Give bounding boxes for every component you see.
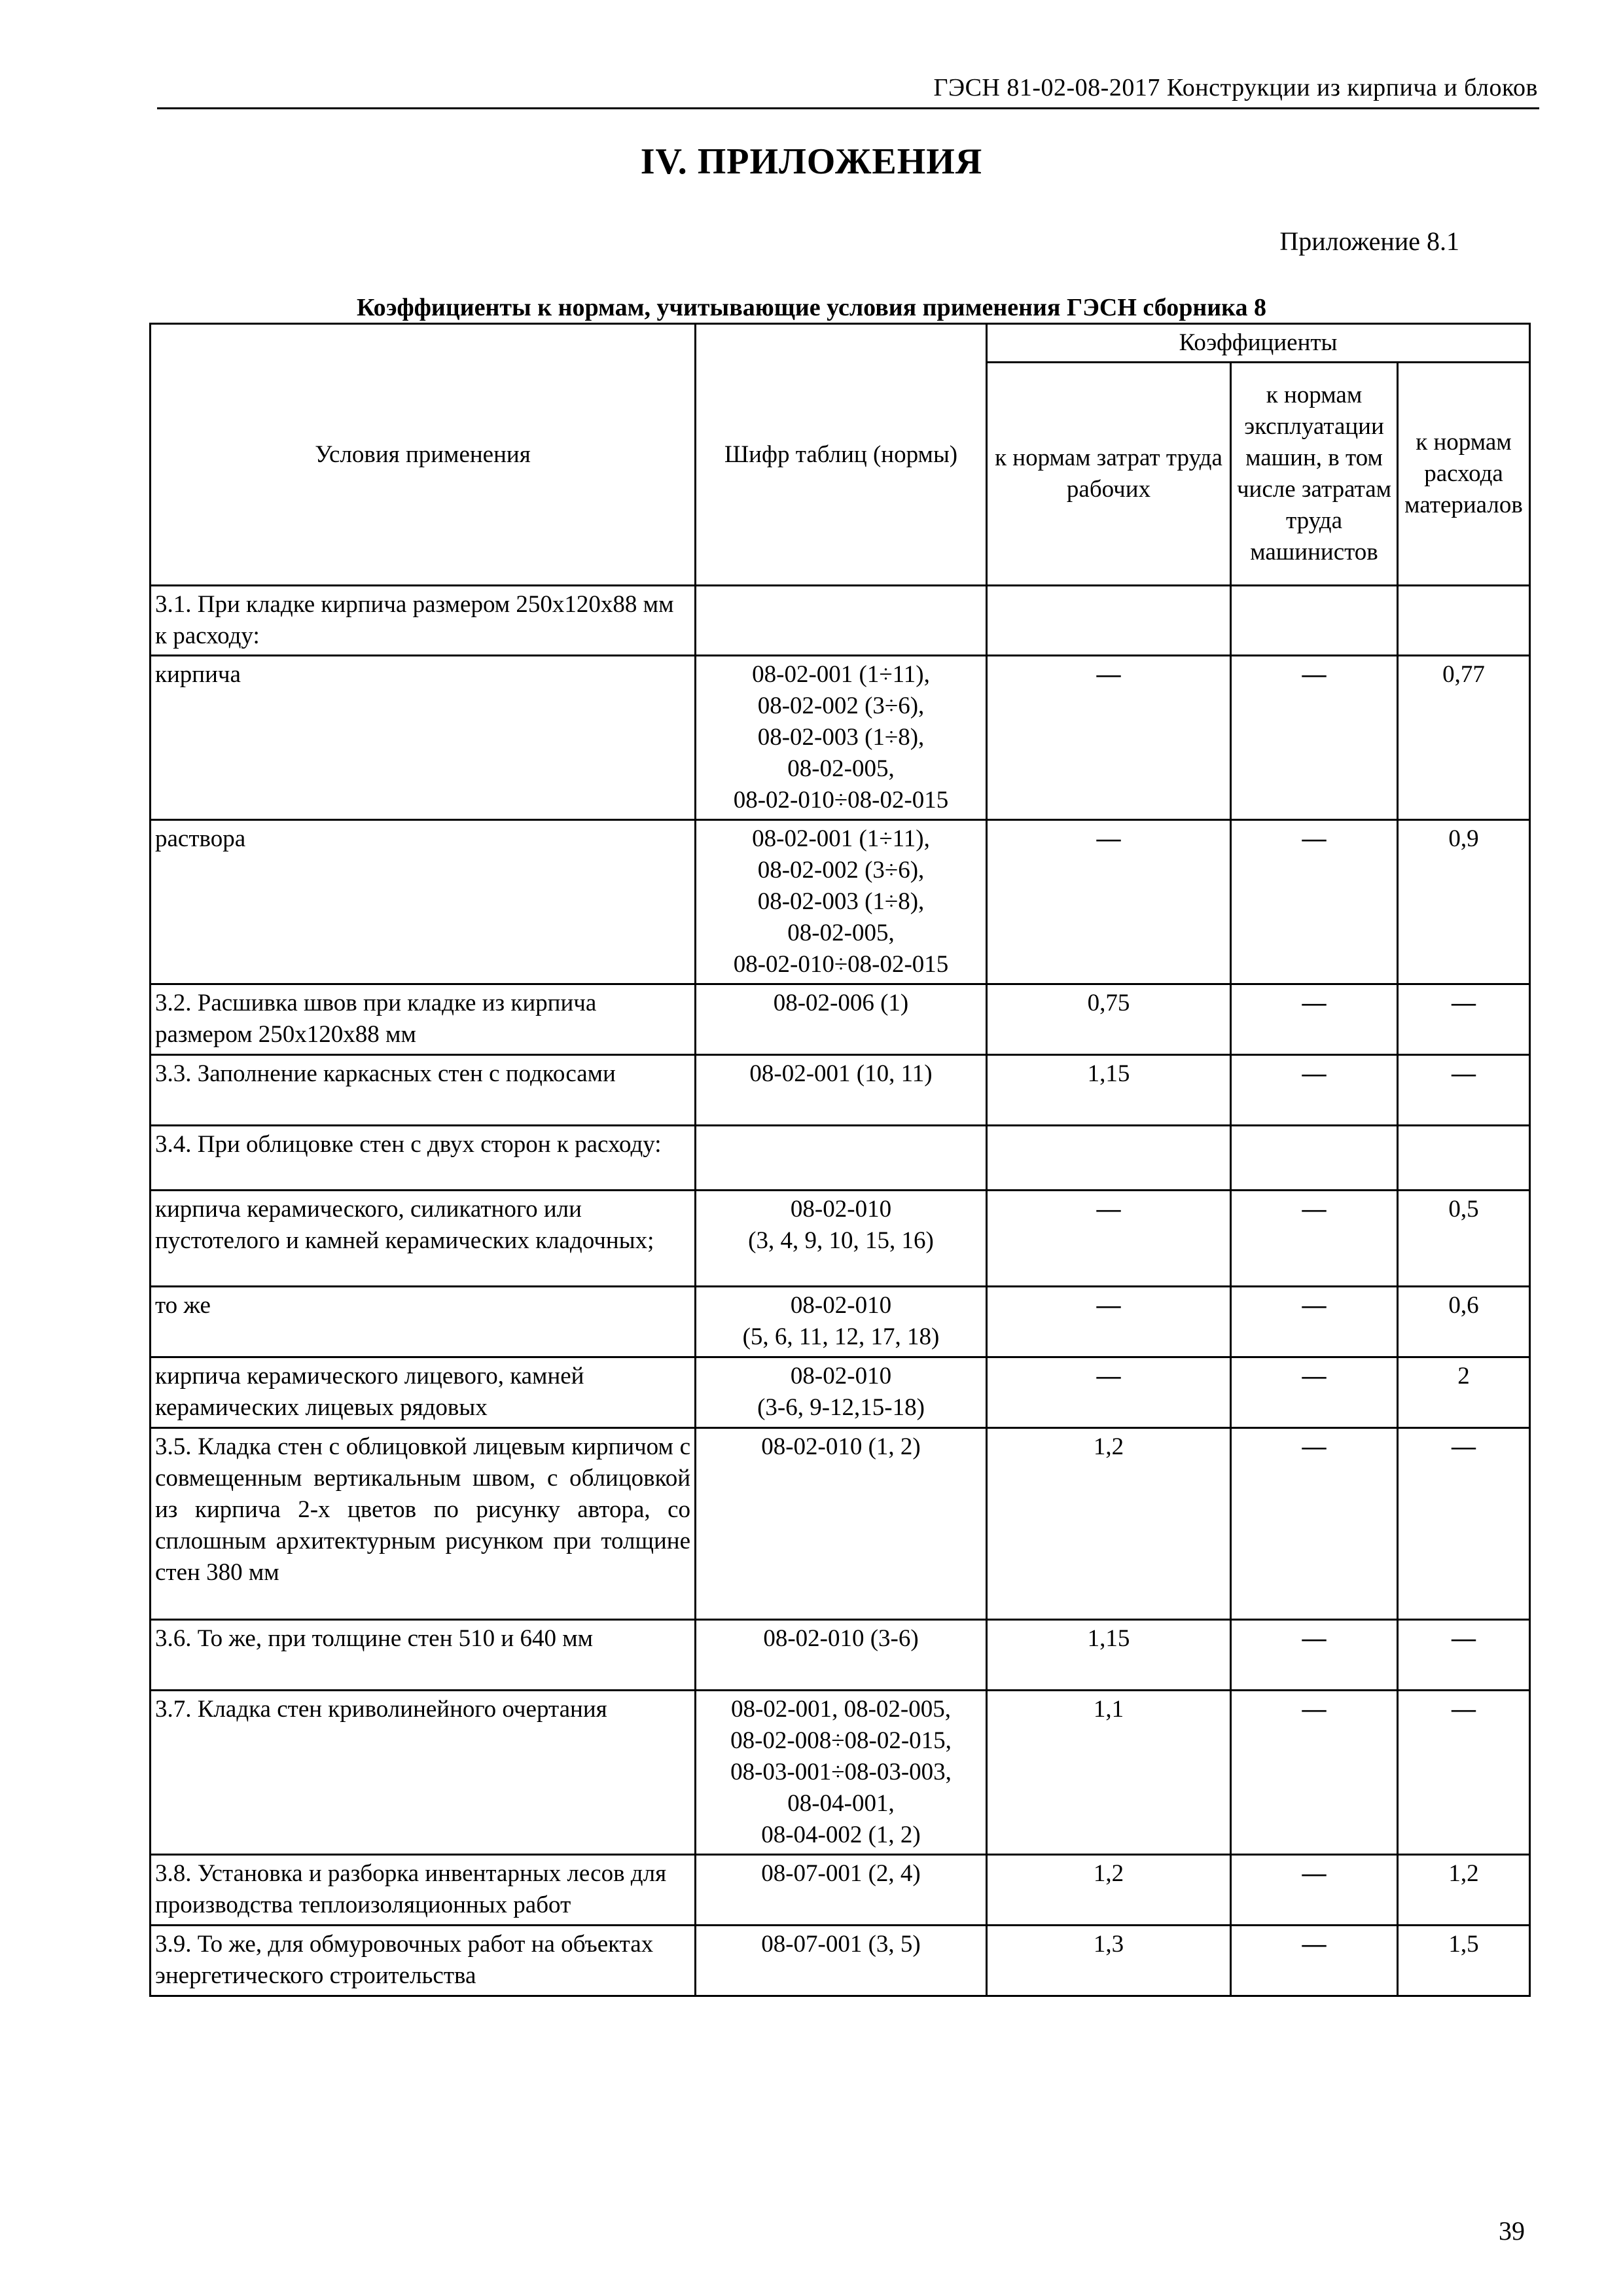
- cell-materials: [1398, 1428, 1530, 1620]
- cell-code: [696, 656, 987, 820]
- cell-materials: [1398, 1055, 1530, 1126]
- cell-labor: [987, 1691, 1231, 1855]
- cell-condition: [151, 1691, 696, 1855]
- cell-condition-text: 3.7. Кладка стен криволинейного очертания: [155, 1696, 607, 1723]
- header-coefficients: Коэффициенты: [987, 324, 1530, 363]
- running-header: ГЭСН 81-02-08-2017 Конструкции из кирпича и блоков: [933, 74, 1538, 101]
- cell-code-text: 08-02-001 (1÷11), 08-02-002 (3÷6), 08-02-003 (1÷8), 08-02-005, 08-02-010÷08-02-015: [733, 825, 949, 978]
- cell-materials-text: 0,77: [1442, 661, 1485, 688]
- cell-materials-text: —: [1452, 1625, 1476, 1652]
- cell-code: [696, 1926, 987, 1996]
- cell-machines: [1231, 586, 1398, 656]
- cell-code: [696, 1620, 987, 1691]
- cell-materials-text: 0,6: [1448, 1292, 1479, 1319]
- cell-labor: [987, 586, 1231, 656]
- cell-labor-text: —: [1096, 1292, 1121, 1319]
- cell-labor-text: 0,75: [1087, 990, 1130, 1016]
- cell-labor: [987, 1126, 1231, 1191]
- cell-machines: [1231, 1926, 1398, 1996]
- cell-condition: [151, 1855, 696, 1926]
- cell-condition-text: 3.5. Кладка стен с облицовкой лицевым кирпичом с совмещенным вертикальным швом, с облицовкой из кирпича 2-х цветов по рисунку автора, со сплошным архитектурным рисунком при толщине стен 380 мм: [155, 1433, 690, 1586]
- cell-machines-text: —: [1302, 1860, 1327, 1887]
- header-divider: [157, 107, 1539, 109]
- cell-condition-text: 3.6. То же, при толщине стен 510 и 640 мм: [155, 1625, 594, 1652]
- cell-machines: [1231, 1855, 1398, 1926]
- cell-code: [696, 984, 987, 1055]
- cell-machines: [1231, 984, 1398, 1055]
- cell-code: [696, 1287, 987, 1357]
- cell-materials-text: 0,5: [1448, 1196, 1479, 1223]
- cell-condition: [151, 1287, 696, 1357]
- cell-code-text: 08-02-010 (3-6): [763, 1625, 919, 1652]
- cell-code: [696, 1855, 987, 1926]
- table-row: [151, 1287, 1530, 1357]
- cell-condition: [151, 1926, 696, 1996]
- cell-labor-text: 1,2: [1093, 1860, 1124, 1887]
- cell-condition: [151, 1428, 696, 1620]
- table-row: [151, 586, 1530, 656]
- cell-materials: [1398, 1926, 1530, 1996]
- cell-condition-text: 3.1. При кладке кирпича размером 250х120х88 мм к расходу:: [155, 591, 674, 649]
- header-row-top: [151, 324, 1530, 363]
- cell-materials: [1398, 1691, 1530, 1855]
- cell-labor-text: 1,1: [1093, 1696, 1124, 1723]
- cell-labor: [987, 820, 1231, 984]
- cell-materials-text: —: [1452, 1696, 1476, 1723]
- cell-machines: [1231, 656, 1398, 820]
- cell-condition: [151, 1191, 696, 1287]
- cell-materials-text: 0,9: [1448, 825, 1479, 852]
- cell-machines-text: —: [1302, 1060, 1327, 1087]
- cell-labor: [987, 1055, 1231, 1126]
- table-row: [151, 1926, 1530, 1996]
- cell-machines-text: —: [1302, 825, 1327, 852]
- cell-materials: [1398, 1620, 1530, 1691]
- header-conditions: Условия применения: [151, 324, 696, 586]
- cell-code-text: 08-02-010 (5, 6, 11, 12, 17, 18): [742, 1292, 940, 1350]
- table-row: [151, 1055, 1530, 1126]
- cell-condition-text: раствора: [155, 825, 246, 852]
- cell-code: [696, 1428, 987, 1620]
- cell-labor: [987, 1855, 1231, 1926]
- cell-materials: [1398, 984, 1530, 1055]
- cell-code-text: 08-02-010 (3-6, 9-12,15-18): [757, 1363, 925, 1421]
- cell-labor: [987, 984, 1231, 1055]
- cell-labor-text: —: [1096, 661, 1121, 688]
- cell-labor-text: —: [1096, 1363, 1121, 1390]
- cell-labor: [987, 1357, 1231, 1428]
- cell-machines-text: —: [1302, 1363, 1327, 1390]
- table-row: [151, 984, 1530, 1055]
- table-row: [151, 1855, 1530, 1926]
- cell-labor: [987, 1926, 1231, 1996]
- table-row: [151, 1191, 1530, 1287]
- cell-machines: [1231, 1191, 1398, 1287]
- cell-materials: [1398, 586, 1530, 656]
- cell-materials: [1398, 656, 1530, 820]
- cell-machines: [1231, 1055, 1398, 1126]
- cell-code: [696, 1691, 987, 1855]
- cell-condition-text: 3.2. Расшивка швов при кладке из кирпича размером 250х120х88 мм: [155, 990, 597, 1048]
- cell-materials: [1398, 1191, 1530, 1287]
- cell-machines-text: —: [1302, 1696, 1327, 1723]
- cell-machines-text: —: [1302, 1292, 1327, 1319]
- header-code: Шифр таблиц (нормы): [696, 324, 987, 586]
- cell-labor: [987, 1620, 1231, 1691]
- cell-machines: [1231, 1287, 1398, 1357]
- cell-code: [696, 1191, 987, 1287]
- cell-materials-text: —: [1452, 990, 1476, 1016]
- cell-machines: [1231, 1691, 1398, 1855]
- cell-machines: [1231, 1357, 1398, 1428]
- header-materials: к нормам расхода материалов: [1398, 363, 1530, 586]
- appendix-label: Приложение 8.1: [1279, 226, 1459, 256]
- section-title: IV. ПРИЛОЖЕНИЯ: [640, 141, 983, 182]
- cell-labor-text: 1,15: [1087, 1060, 1130, 1087]
- cell-condition-text: 3.8. Установка и разборка инвентарных лесов для производства теплоизоляционных работ: [155, 1860, 667, 1918]
- cell-condition-text: кирпича керамического лицевого, камней керамических лицевых рядовых: [155, 1363, 584, 1421]
- cell-materials: [1398, 1855, 1530, 1926]
- cell-materials: [1398, 1287, 1530, 1357]
- cell-code: [696, 820, 987, 984]
- cell-condition-text: кирпича керамического, силикатного или пустотелого и камней керамических кладочных;: [155, 1196, 654, 1254]
- cell-labor: [987, 1191, 1231, 1287]
- cell-condition: [151, 656, 696, 820]
- table-row: [151, 1357, 1530, 1428]
- cell-condition-text: 3.4. При облицовке стен с двух сторон к расходу:: [155, 1131, 662, 1158]
- cell-condition: [151, 1357, 696, 1428]
- cell-code-text: 08-02-010 (3, 4, 9, 10, 15, 16): [748, 1196, 934, 1254]
- cell-materials-text: 1,5: [1448, 1931, 1479, 1958]
- cell-condition: [151, 1126, 696, 1191]
- cell-condition-text: 3.9. То же, для обмуровочных работ на объектах энергетического строительства: [155, 1931, 654, 1989]
- cell-materials-text: 2: [1457, 1363, 1470, 1390]
- cell-code: [696, 1126, 987, 1191]
- cell-labor: [987, 656, 1231, 820]
- cell-materials: [1398, 1357, 1530, 1428]
- cell-code: [696, 1357, 987, 1428]
- table-row: [151, 1620, 1530, 1691]
- cell-machines: [1231, 1428, 1398, 1620]
- coefficients-table: [149, 323, 1531, 1997]
- cell-condition: [151, 820, 696, 984]
- cell-code: [696, 586, 987, 656]
- cell-condition: [151, 586, 696, 656]
- cell-labor-text: —: [1096, 1196, 1121, 1223]
- cell-code-text: 08-02-006 (1): [773, 990, 909, 1016]
- cell-materials: [1398, 1126, 1530, 1191]
- cell-condition: [151, 984, 696, 1055]
- cell-condition-text: 3.3. Заполнение каркасных стен с подкосами: [155, 1060, 616, 1087]
- cell-labor-text: 1,2: [1093, 1433, 1124, 1460]
- cell-labor: [987, 1287, 1231, 1357]
- cell-machines-text: —: [1302, 1625, 1327, 1652]
- cell-machines: [1231, 820, 1398, 984]
- cell-materials: [1398, 820, 1530, 984]
- cell-condition-text: то же: [155, 1292, 211, 1319]
- page-number: 39: [1499, 2216, 1525, 2246]
- cell-machines: [1231, 1620, 1398, 1691]
- cell-machines-text: —: [1302, 1196, 1327, 1223]
- cell-code-text: 08-07-001 (2, 4): [761, 1860, 921, 1887]
- cell-code-text: 08-07-001 (3, 5): [761, 1931, 921, 1958]
- cell-labor-text: —: [1096, 825, 1121, 852]
- cell-machines-text: —: [1302, 1931, 1327, 1958]
- cell-labor: [987, 1428, 1231, 1620]
- header-machines: к нормам эксплуатации машин, в том числе затратам труда машинистов: [1231, 363, 1398, 586]
- cell-code-text: 08-02-001, 08-02-005, 08-02-008÷08-02-015, 08-03-001÷08-03-003, 08-04-001, 08-04-002 (1, 2): [730, 1696, 952, 1848]
- cell-condition: [151, 1620, 696, 1691]
- cell-machines-text: —: [1302, 661, 1327, 688]
- cell-code-text: 08-02-001 (1÷11), 08-02-002 (3÷6), 08-02-003 (1÷8), 08-02-005, 08-02-010÷08-02-015: [733, 661, 949, 814]
- table-row: [151, 656, 1530, 820]
- cell-machines: [1231, 1126, 1398, 1191]
- table-body: [151, 324, 1530, 1996]
- cell-condition: [151, 1055, 696, 1126]
- cell-materials-text: —: [1452, 1060, 1476, 1087]
- cell-code-text: 08-02-001 (10, 11): [749, 1060, 933, 1087]
- cell-materials-text: —: [1452, 1433, 1476, 1460]
- cell-machines-text: —: [1302, 990, 1327, 1016]
- table-row: [151, 1428, 1530, 1620]
- cell-materials-text: 1,2: [1448, 1860, 1479, 1887]
- cell-machines-text: —: [1302, 1433, 1327, 1460]
- header-labor: к нормам затрат труда рабочих: [987, 363, 1231, 586]
- cell-code-text: 08-02-010 (1, 2): [761, 1433, 921, 1460]
- table-caption: Коэффициенты к нормам, учитывающие условия применения ГЭСН сборника 8: [357, 294, 1266, 321]
- cell-condition-text: кирпича: [155, 661, 241, 688]
- table-row: [151, 820, 1530, 984]
- table-row: [151, 1691, 1530, 1855]
- cell-labor-text: 1,3: [1093, 1931, 1124, 1958]
- cell-code: [696, 1055, 987, 1126]
- cell-labor-text: 1,15: [1087, 1625, 1130, 1652]
- table-row: [151, 1126, 1530, 1191]
